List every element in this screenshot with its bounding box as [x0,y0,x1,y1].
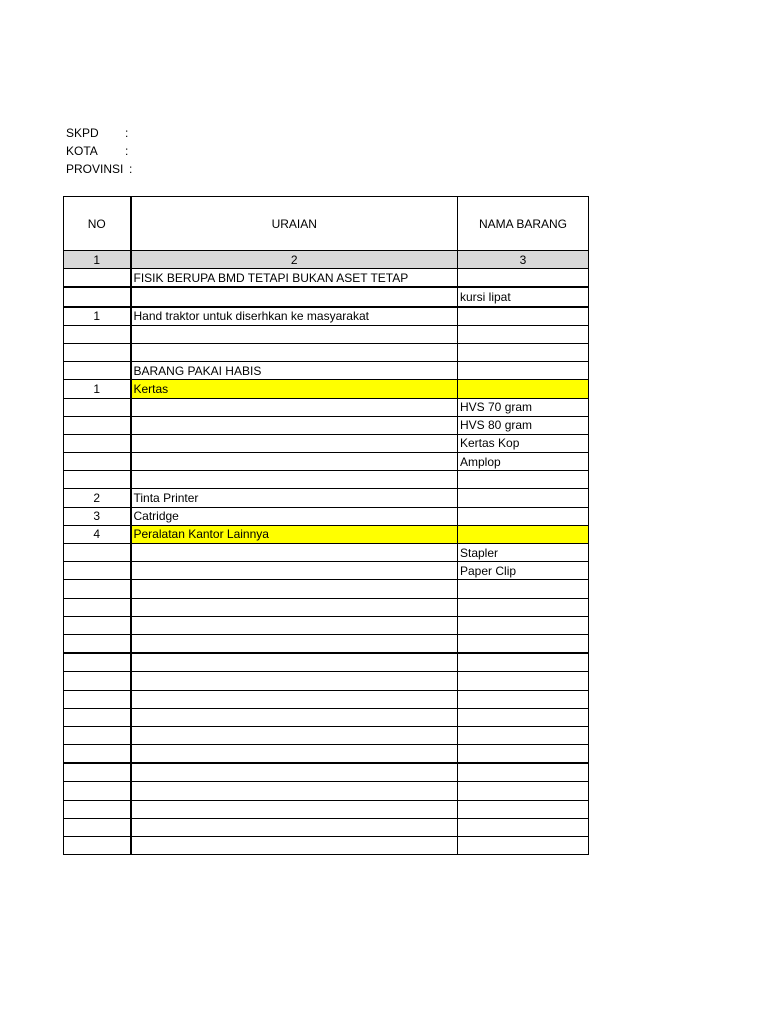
table-row [64,653,589,672]
table-row [64,837,589,855]
row-nama-barang-cell: Paper Clip [458,562,589,580]
row-nama-barang-cell [458,818,589,836]
table-row [64,580,589,598]
table-row [64,634,589,653]
table-row [64,398,589,416]
table-row [64,287,589,306]
row-nama-barang-cell [458,598,589,616]
table-row [64,380,589,398]
row-no-cell [64,269,131,288]
row-nama-barang-cell [458,380,589,398]
row-nama-barang-cell [458,726,589,744]
column-header-uraian: URAIAN [131,197,458,251]
row-uraian-cell [131,287,458,306]
table-row [64,708,589,726]
row-uraian-cell: Hand traktor untuk diserhkan ke masyarakat [131,307,458,326]
row-uraian-cell: Peralatan Kantor Lainnya [131,525,458,543]
row-uraian-cell [131,544,458,562]
row-uraian-cell: Tinta Printer [131,489,458,507]
table-row [64,745,589,764]
row-nama-barang-cell: Stapler [458,544,589,562]
table-row [64,672,589,690]
inventory-table [63,196,589,855]
skpd-label: SKPD [66,126,99,140]
table-row [64,343,589,361]
row-nama-barang-cell: Kertas Kop [458,434,589,452]
row-uraian-cell [131,690,458,708]
row-uraian-cell [131,453,458,471]
row-nama-barang-cell [458,471,589,489]
row-no-cell [64,818,131,836]
row-nama-barang-cell [458,325,589,343]
provinsi-label: PROVINSI [66,162,124,176]
row-nama-barang-cell [458,782,589,800]
row-no-cell [64,362,131,380]
row-uraian-cell [131,634,458,653]
row-uraian-cell [131,580,458,598]
row-nama-barang-cell: HVS 70 gram [458,398,589,416]
table-row [64,763,589,782]
table-row [64,690,589,708]
table-row [64,800,589,818]
table-row [64,453,589,471]
column-number-1: 1 [64,251,131,269]
row-no-cell [64,598,131,616]
row-uraian-cell [131,434,458,452]
kota-row [66,142,129,160]
row-nama-barang-cell: Amplop [458,453,589,471]
row-no-cell [64,837,131,855]
row-uraian-cell [131,745,458,764]
row-no-cell [64,580,131,598]
row-uraian-cell [131,598,458,616]
skpd-colon: : [125,126,129,140]
table-row [64,362,589,380]
row-no-cell [64,616,131,634]
row-uraian-cell [131,653,458,672]
table-row [64,325,589,343]
kota-colon: : [125,144,129,158]
provinsi-colon: : [129,162,133,176]
row-nama-barang-cell: kursi lipat [458,287,589,306]
row-no-cell [64,726,131,744]
row-nama-barang-cell [458,580,589,598]
column-number-3: 3 [458,251,589,269]
row-uraian-cell [131,782,458,800]
row-nama-barang-cell [458,690,589,708]
row-no-cell [64,800,131,818]
kota-label: KOTA [66,144,98,158]
table-row [64,471,589,489]
row-uraian-cell [131,837,458,855]
row-nama-barang-cell [458,269,589,288]
table-row [64,434,589,452]
row-no-cell [64,672,131,690]
row-no-cell [64,745,131,764]
row-nama-barang-cell [458,800,589,818]
row-no-cell [64,434,131,452]
column-number-2: 2 [131,251,458,269]
row-uraian-cell [131,398,458,416]
row-uraian-cell: BARANG PAKAI HABIS [131,362,458,380]
table-row [64,782,589,800]
table-row [64,525,589,543]
skpd-row [66,124,129,142]
row-no-cell: 4 [64,525,131,543]
table-row [64,818,589,836]
row-uraian-cell [131,672,458,690]
row-uraian-cell [131,343,458,361]
row-uraian-cell: FISIK BERUPA BMD TETAPI BUKAN ASET TETAP [131,269,458,288]
table-row [64,269,589,288]
table-row [64,544,589,562]
row-no-cell [64,562,131,580]
row-nama-barang-cell [458,343,589,361]
row-uraian-cell [131,726,458,744]
table-body [64,197,589,855]
row-uraian-cell [131,818,458,836]
row-nama-barang-cell [458,708,589,726]
row-nama-barang-cell [458,525,589,543]
row-no-cell [64,343,131,361]
table-row [64,489,589,507]
table-row [64,726,589,744]
row-uraian-cell: Kertas [131,380,458,398]
row-nama-barang-cell [458,672,589,690]
row-no-cell [64,325,131,343]
row-no-cell: 3 [64,507,131,525]
row-no-cell [64,471,131,489]
row-no-cell: 2 [64,489,131,507]
row-no-cell [64,763,131,782]
row-uraian-cell [131,800,458,818]
column-header-nama-barang: NAMA BARANG [458,197,589,251]
table-row [64,416,589,434]
row-uraian-cell [131,562,458,580]
row-nama-barang-cell [458,653,589,672]
table-row [64,616,589,634]
row-uraian-cell [131,708,458,726]
row-no-cell [64,416,131,434]
row-no-cell [64,287,131,306]
row-nama-barang-cell [458,634,589,653]
table-row [64,562,589,580]
row-nama-barang-cell [458,307,589,326]
row-no-cell: 1 [64,380,131,398]
table-row [64,598,589,616]
row-no-cell [64,690,131,708]
row-no-cell [64,634,131,653]
column-header-no: NO [64,197,131,251]
row-nama-barang-cell: HVS 80 gram [458,416,589,434]
row-no-cell [64,453,131,471]
table-row [64,507,589,525]
form-header [66,124,133,178]
provinsi-row [66,160,133,178]
row-nama-barang-cell [458,362,589,380]
row-no-cell [64,398,131,416]
row-nama-barang-cell [458,616,589,634]
row-uraian-cell [131,616,458,634]
row-no-cell [64,782,131,800]
table-row [64,307,589,326]
row-uraian-cell: Catridge [131,507,458,525]
row-no-cell [64,544,131,562]
table-header-row [64,197,589,251]
row-nama-barang-cell [458,745,589,764]
row-no-cell [64,653,131,672]
row-no-cell [64,708,131,726]
row-uraian-cell [131,763,458,782]
row-uraian-cell [131,471,458,489]
row-uraian-cell [131,416,458,434]
row-uraian-cell [131,325,458,343]
row-nama-barang-cell [458,763,589,782]
row-nama-barang-cell [458,507,589,525]
column-number-row [64,251,589,269]
row-nama-barang-cell [458,837,589,855]
row-nama-barang-cell [458,489,589,507]
row-no-cell: 1 [64,307,131,326]
